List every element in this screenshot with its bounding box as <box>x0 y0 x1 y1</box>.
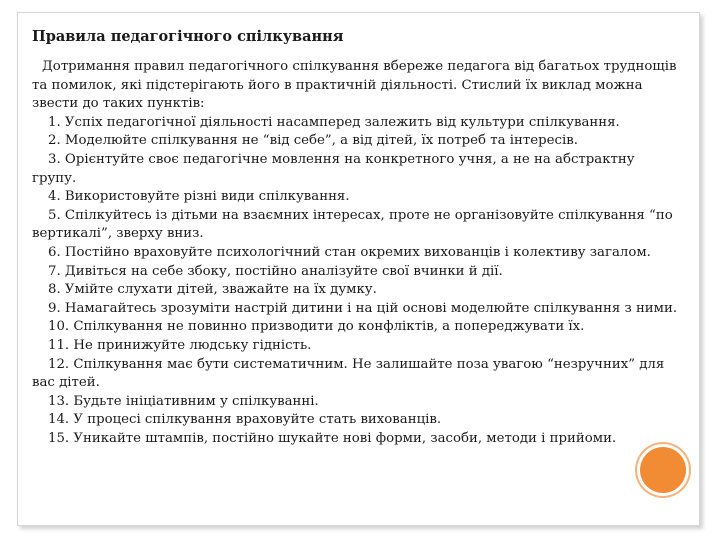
rule-item: 12. Спілкування має бути систематичним. Не залишайте поза увагою “незручних” для вас дітей. <box>32 356 665 391</box>
rule-item: 11. Не принижуйте людську гідність. <box>48 337 312 353</box>
intro-paragraph: Дотримання правил педагогічного спілкування вбереже педагога від багатьох труднощів та помилок, які підстерігають його в практичній діяльності. Стислий їх виклад можна звести до таких пунктів: <box>32 59 677 112</box>
rule-item: 14. У процесі спілкування враховуйте стать вихованців. <box>48 412 442 428</box>
rules-list <box>32 114 680 449</box>
rule-item: 7. Дивіться на себе збоку, постійно аналізуйте свої вчинки й дії. <box>48 263 503 279</box>
rule-item: 2. Моделюйте спілкування не “від себе”, а від дітей, їх потреб та інтересів. <box>48 133 578 149</box>
slide-content <box>32 28 680 448</box>
rule-item: 4. Використовуйте різні види спілкування. <box>48 189 350 205</box>
rule-item: 8. Умійте слухати дітей, зважайте на їх думку. <box>48 282 377 298</box>
decorative-orange-circle <box>640 447 686 493</box>
rule-item: 1. Успіх педагогічної діяльності насамперед залежить від культури спілкування. <box>48 114 620 130</box>
rule-item: 6. Постійно враховуйте психологічний стан окремих вихованців і колективу загалом. <box>48 244 651 260</box>
rule-item: 10. Спілкування не повинно призводити до конфліктів, а попереджувати їх. <box>48 319 585 335</box>
page-title: Правила педагогічного спілкування <box>32 28 344 45</box>
rule-item: 5. Спілкуйтесь із дітьми на взаємних інтересах, проте не організовуйте спілкування “по вертикалі”, зверху вниз. <box>32 207 673 242</box>
rule-item: 15. Уникайте штампів, постійно шукайте нові форми, засоби, методи і прийоми. <box>48 430 617 446</box>
rule-item: 9. Намагайтесь зрозуміти настрій дитини і на цій основі моделюйте спілкування з ними. <box>48 300 678 316</box>
rule-item: 13. Будьте ініціативним у спілкуванні. <box>48 393 319 409</box>
rule-item: 3. Орієнтуйте своє педагогічне мовлення на конкретного учня, а не на абстрактну групу. <box>32 151 635 186</box>
